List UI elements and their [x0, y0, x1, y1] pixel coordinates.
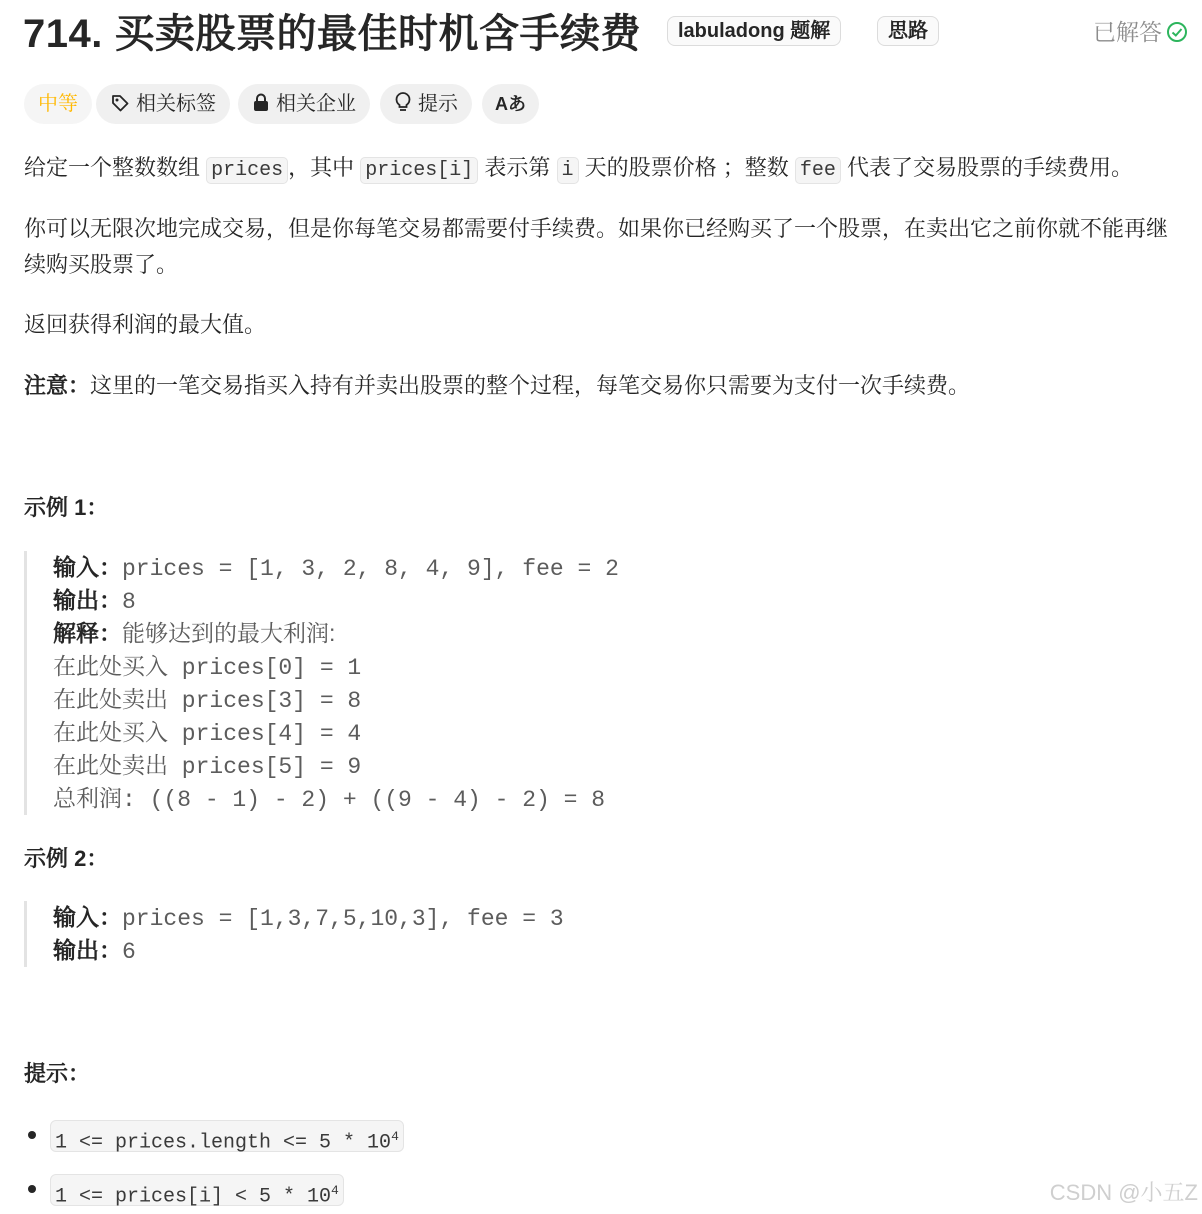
- description-paragraph-1: 给定一个整数数组 prices ，其中 prices[i] 表示第 i 天的股票价格 ；整数 fee 代表了交易股票的手续费用。: [24, 155, 1134, 182]
- note-text: 这里的一笔交易指买入持有并卖出股票的整个过程，每笔交易你只需要为支付一次手续费。: [90, 373, 971, 398]
- hint-button[interactable]: [380, 84, 472, 124]
- list-bullet: [28, 1185, 36, 1193]
- example-1-block: [24, 551, 619, 815]
- related-companies-button[interactable]: [238, 84, 370, 124]
- example-2-block: [24, 901, 564, 967]
- code-prices-i: prices[i]: [360, 157, 478, 184]
- constraints-heading: 提示：: [24, 1061, 91, 1086]
- related-tags-label: 相关标签: [136, 93, 216, 115]
- watermark: CSDN @小五Z: [1049, 1180, 1198, 1205]
- example-1-explanation: 解释：能够达到的最大利润:: [53, 620, 336, 646]
- hint-label: 提示: [418, 93, 458, 115]
- lock-icon: [252, 93, 270, 113]
- check-circle-icon: [1166, 21, 1188, 43]
- solved-status: [1093, 16, 1188, 48]
- example-1-line: 在此处买入 prices[4] = 4: [53, 719, 362, 747]
- related-tags-button[interactable]: [96, 84, 230, 124]
- problem-title: 714. 买卖股票的最佳时机含手续费: [23, 12, 641, 56]
- description-paragraph-3: 返回获得利润的最大值。: [24, 312, 267, 337]
- lightbulb-icon: [394, 91, 412, 113]
- constraint-2: 1 <= prices[i] < $5 * 10^4$: [50, 1174, 344, 1206]
- thinking-badge[interactable]: 思路: [877, 16, 939, 46]
- solved-status-label: 已解答: [1093, 19, 1162, 45]
- note-paragraph: [24, 368, 1184, 404]
- example-1-line: 在此处买入 prices[0] = 1: [53, 653, 362, 681]
- example-1-input: 输入：prices = [1, 3, 2, 8, 4, 9], fee = 2: [53, 554, 619, 582]
- example-2-output: 输出：6: [53, 937, 136, 965]
- description-paragraph-2: 你可以无限次地完成交易，但是你每笔交易都需要付手续费。如果你已经购买了一个股票，在卖出它之前你就不能再继续购买股票了。: [24, 216, 1169, 277]
- tag-icon: [110, 93, 130, 113]
- example-1-heading: 示例 1：: [24, 495, 109, 520]
- example-1-output: 输出：8: [53, 587, 136, 615]
- related-companies-label: 相关企业: [276, 93, 356, 115]
- code-fee: fee: [795, 157, 841, 184]
- example-1-line: 总利润: ((8 - 1) - 2) + ((9 - 4) - 2) = 8: [53, 785, 606, 813]
- example-1-line: 在此处卖出 prices[3] = 8: [53, 686, 362, 714]
- constraint-1: 1 <= prices.length <= $5 * 10^4$: [50, 1120, 404, 1152]
- example-2-input: 输入：prices = [1,3,7,5,10,3], fee = 3: [53, 904, 564, 932]
- list-bullet: [28, 1131, 36, 1139]
- example-2-heading: 示例 2：: [24, 846, 109, 871]
- code-i: i: [557, 157, 579, 184]
- example-1-line: 在此处卖出 prices[5] = 9: [53, 752, 362, 780]
- translate-button[interactable]: Aあ: [482, 84, 539, 124]
- note-label: 注意：: [24, 373, 91, 398]
- difficulty-tag[interactable]: 中等: [24, 84, 92, 124]
- solution-badge[interactable]: labuladong 题解: [667, 16, 841, 46]
- code-prices: prices: [206, 157, 288, 184]
